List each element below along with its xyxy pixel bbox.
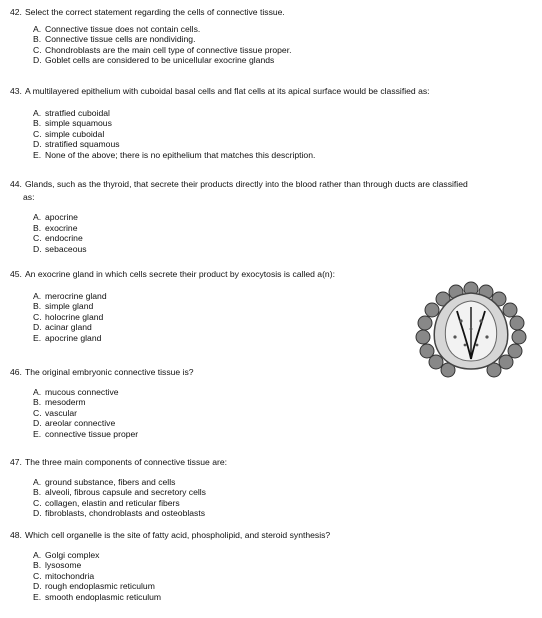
option-text: areolar connective — [45, 418, 116, 429]
option-letter: A. — [33, 23, 42, 34]
option-text: exocrine — [45, 222, 78, 233]
answer-option[interactable] — [10, 550, 530, 561]
answer-option[interactable] — [10, 45, 530, 56]
option-text: None of the above; there is no epithelium that matches this description. — [45, 149, 316, 160]
option-letter: C. — [33, 570, 42, 581]
answer-option[interactable] — [10, 498, 530, 509]
option-letter: D. — [33, 243, 42, 254]
option-text: fibroblasts, chondroblasts and osteoblasts — [45, 508, 206, 519]
option-letter: C. — [33, 311, 42, 322]
question-text-continued: as: — [23, 191, 35, 202]
answer-option[interactable] — [10, 129, 530, 140]
option-text: apocrine — [45, 212, 78, 223]
option-text: sebaceous — [45, 243, 87, 254]
option-letter: A. — [33, 476, 42, 487]
question-stem — [10, 179, 530, 202]
option-text: Goblet cells are considered to be unicellular exocrine glands — [45, 55, 275, 66]
option-text: smooth endoplasmic reticulum — [45, 591, 162, 602]
option-letter: D. — [33, 139, 42, 150]
question-text: The original embryonic connective tissue is? — [24, 367, 194, 377]
option-letter: E. — [33, 591, 42, 602]
option-text: mucous connective — [45, 386, 119, 397]
option-text: holocrine gland — [45, 311, 104, 322]
option-text: mesoderm — [45, 397, 86, 408]
option-letter: B. — [33, 487, 42, 498]
answer-option[interactable] — [10, 560, 530, 571]
option-text: simple gland — [45, 301, 94, 312]
option-text: connective tissue proper — [45, 428, 139, 439]
question-stem — [10, 86, 530, 97]
question-42 — [10, 7, 530, 66]
option-letter: B. — [33, 301, 42, 312]
option-text: endocrine — [45, 233, 83, 244]
option-text: rough endoplasmic reticulum — [45, 581, 155, 592]
option-letter: E. — [33, 332, 42, 343]
question-number: 42. — [10, 7, 22, 17]
answer-option[interactable] — [10, 118, 530, 129]
question-number: 43. — [10, 86, 22, 96]
option-text: ground substance, fibers and cells — [45, 476, 176, 487]
question-text: Glands, such as the thyroid, that secrete their products directly into the blood rather than through ducts are classified — [24, 179, 468, 189]
option-list — [10, 108, 530, 161]
option-letter: A. — [33, 290, 42, 301]
option-letter: C. — [33, 128, 42, 139]
option-letter: D. — [33, 418, 42, 429]
answer-option[interactable] — [10, 108, 530, 119]
answer-option[interactable] — [10, 477, 530, 488]
option-text: collagen, elastin and reticular fibers — [45, 497, 180, 508]
option-text: alveoli, fibrous capsule and secretory cells — [45, 487, 206, 498]
question-43 — [10, 86, 530, 161]
answer-option[interactable] — [10, 244, 530, 255]
answer-option[interactable] — [10, 150, 530, 161]
option-letter: D. — [33, 322, 42, 333]
option-text: acinar gland — [45, 322, 92, 333]
option-letter: D. — [33, 55, 42, 66]
option-letter: B. — [33, 118, 42, 129]
option-text: Chondroblasts are the main cell type of connective tissue proper. — [45, 44, 292, 55]
answer-option[interactable] — [10, 139, 530, 150]
question-number: 48. — [10, 530, 22, 540]
option-letter: B. — [33, 222, 42, 233]
option-text: Connective tissue does not contain cells. — [45, 23, 201, 34]
answer-option[interactable] — [10, 223, 530, 234]
answer-option[interactable] — [10, 387, 530, 398]
option-text: Connective tissue cells are nondividing. — [45, 34, 196, 45]
answer-option[interactable] — [10, 55, 530, 66]
question-number: 45. — [10, 269, 22, 279]
option-list — [10, 212, 530, 254]
option-letter: A. — [33, 212, 42, 223]
option-letter: D. — [33, 581, 42, 592]
question-number: 44. — [10, 179, 22, 189]
question-stem — [10, 269, 530, 280]
option-text: mitochondria — [45, 570, 95, 581]
option-letter: A. — [33, 549, 42, 560]
question-46 — [10, 367, 530, 440]
question-stem — [10, 7, 530, 18]
option-letter: B. — [33, 397, 42, 408]
option-letter: C. — [33, 233, 42, 244]
option-text: stratified squamous — [45, 139, 120, 150]
question-stem — [10, 530, 530, 541]
answer-option[interactable] — [10, 397, 530, 408]
answer-option[interactable] — [10, 508, 530, 519]
option-letter: E. — [33, 428, 42, 439]
gland-illustration-icon — [411, 281, 531, 379]
option-letter: B. — [33, 34, 42, 45]
option-letter: B. — [33, 560, 42, 571]
question-text: Which cell organelle is the site of fatty acid, phospholipid, and steroid synthesis? — [24, 530, 331, 540]
option-text: lysosome — [45, 560, 82, 571]
question-text: A multilayered epithelium with cuboidal basal cells and flat cells at its apical surface would be classified as: — [24, 86, 430, 96]
answer-option[interactable] — [10, 429, 530, 440]
option-list — [10, 477, 530, 519]
option-letter: C. — [33, 44, 42, 55]
option-list — [10, 387, 530, 440]
option-list — [10, 24, 530, 66]
option-text: stratfied cuboidal — [45, 107, 110, 118]
answer-option[interactable] — [10, 233, 530, 244]
option-text: vascular — [45, 407, 77, 418]
option-text: merocrine gland — [45, 290, 107, 301]
question-text: An exocrine gland in which cells secrete their product by exocytosis is called a(n): — [24, 269, 335, 279]
question-stem — [10, 457, 530, 468]
answer-option[interactable] — [10, 592, 530, 603]
answer-option[interactable] — [10, 571, 530, 582]
option-text: Golgi complex — [45, 549, 100, 560]
question-text: Select the correct statement regarding the cells of connective tissue. — [24, 7, 285, 17]
option-list — [10, 550, 530, 603]
question-47 — [10, 457, 530, 519]
question-44 — [10, 179, 530, 255]
option-letter: A. — [33, 386, 42, 397]
option-letter: C. — [33, 407, 42, 418]
option-text: simple squamous — [45, 118, 112, 129]
answer-option[interactable] — [10, 24, 530, 35]
option-text: simple cuboidal — [45, 128, 105, 139]
question-number: 47. — [10, 457, 22, 467]
option-letter: D. — [33, 508, 42, 519]
question-text: The three main components of connective tissue are: — [24, 457, 228, 467]
option-letter: C. — [33, 497, 42, 508]
answer-option[interactable] — [10, 34, 530, 45]
answer-option[interactable] — [10, 212, 530, 223]
answer-option[interactable] — [10, 418, 530, 429]
answer-option[interactable] — [10, 581, 530, 592]
question-number: 46. — [10, 367, 22, 377]
option-letter: A. — [33, 107, 42, 118]
option-text: apocrine gland — [45, 332, 102, 343]
answer-option[interactable] — [10, 487, 530, 498]
option-letter: E. — [33, 149, 42, 160]
answer-option[interactable] — [10, 408, 530, 419]
question-48 — [10, 530, 530, 603]
question-stem — [10, 367, 530, 378]
